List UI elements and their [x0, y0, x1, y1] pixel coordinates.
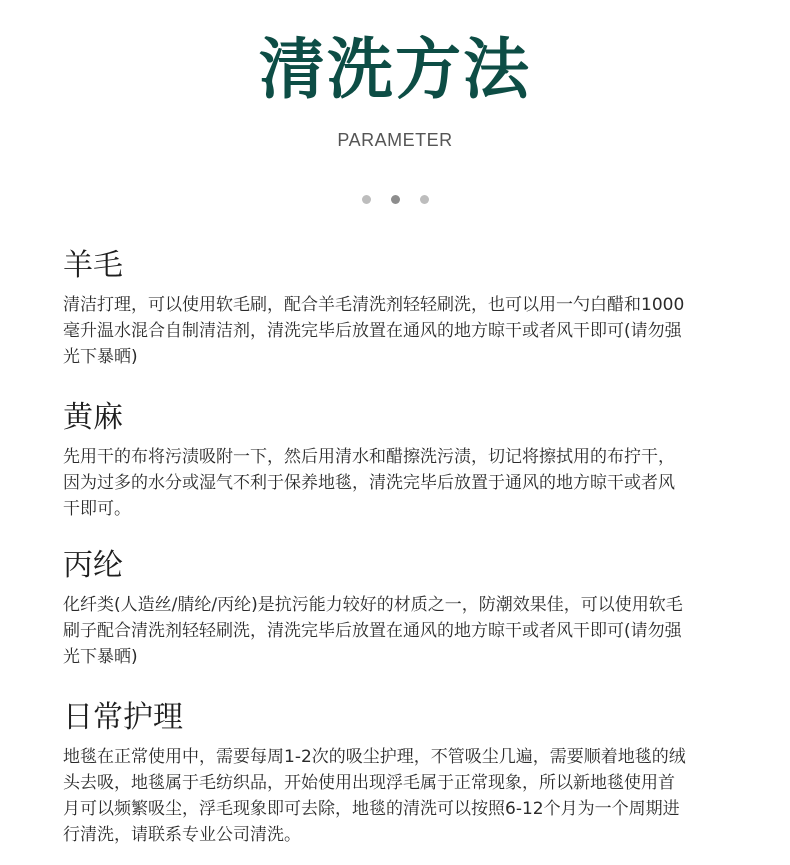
- section-body: [63, 292, 763, 370]
- body-line: 毫升温水混合自制清洁剂，清洗完毕后放置在通风的地方晾干或者风干即可(请勿强: [63, 321, 682, 341]
- body-line: 行清洗，请联系专业公司清洗。: [63, 825, 301, 845]
- body-line: 光下暴晒): [63, 347, 138, 367]
- section-body: [63, 592, 763, 670]
- body-line: 清洁打理，可以使用软毛刷，配合羊毛清洗剂轻轻刷洗，也可以用一勺白醋和1000: [63, 295, 685, 315]
- body-line: 月可以频繁吸尘，浮毛现象即可去除，地毯的清洗可以按照6-12个月为一个周期进: [63, 799, 680, 819]
- page-subtitle: PARAMETER: [337, 130, 453, 150]
- body-line: 头去吸，地毯属于毛纺织品，开始使用出现浮毛属于正常现象，所以新地毯使用首: [63, 773, 675, 793]
- section-heading: 丙纶: [63, 548, 123, 583]
- body-line: 刷子配合清洗剂轻轻刷洗，清洗完毕后放置在通风的地方晾干或者风干即可(请勿强: [63, 621, 682, 641]
- section-heading: 黄麻: [63, 400, 123, 435]
- section-wool: [63, 246, 763, 370]
- body-line: 先用干的布将污渍吸附一下，然后用清水和醋擦洗污渍，切记将擦拭用的布拧干，: [63, 447, 675, 467]
- page-title: 清洗方法: [259, 31, 531, 108]
- body-line: 化纤类(人造丝/腈纶/丙纶)是抗污能力较好的材质之一，防潮效果佳，可以使用软毛: [63, 595, 683, 615]
- section-daily-care: [63, 698, 763, 848]
- pagination-dot-2[interactable]: [391, 195, 400, 204]
- pagination-dots: [0, 195, 790, 204]
- pagination-dot-1[interactable]: [362, 195, 371, 204]
- section-heading: 日常护理: [63, 700, 183, 735]
- pagination-dot-3[interactable]: [420, 195, 429, 204]
- body-line: 地毯在正常使用中，需要每周1-2次的吸尘护理，不管吸尘几遍，需要顺着地毯的绒: [63, 747, 686, 767]
- section-jute: [63, 398, 763, 522]
- section-heading: 羊毛: [63, 248, 123, 283]
- body-line: 因为过多的水分或湿气不利于保养地毯，清洗完毕后放置于通风的地方晾干或者风: [63, 473, 675, 493]
- body-line: 光下暴晒): [63, 647, 138, 667]
- body-line: 干即可。: [63, 499, 131, 519]
- section-body: [63, 744, 763, 848]
- section-body: [63, 444, 763, 522]
- section-polypropylene: [63, 546, 763, 670]
